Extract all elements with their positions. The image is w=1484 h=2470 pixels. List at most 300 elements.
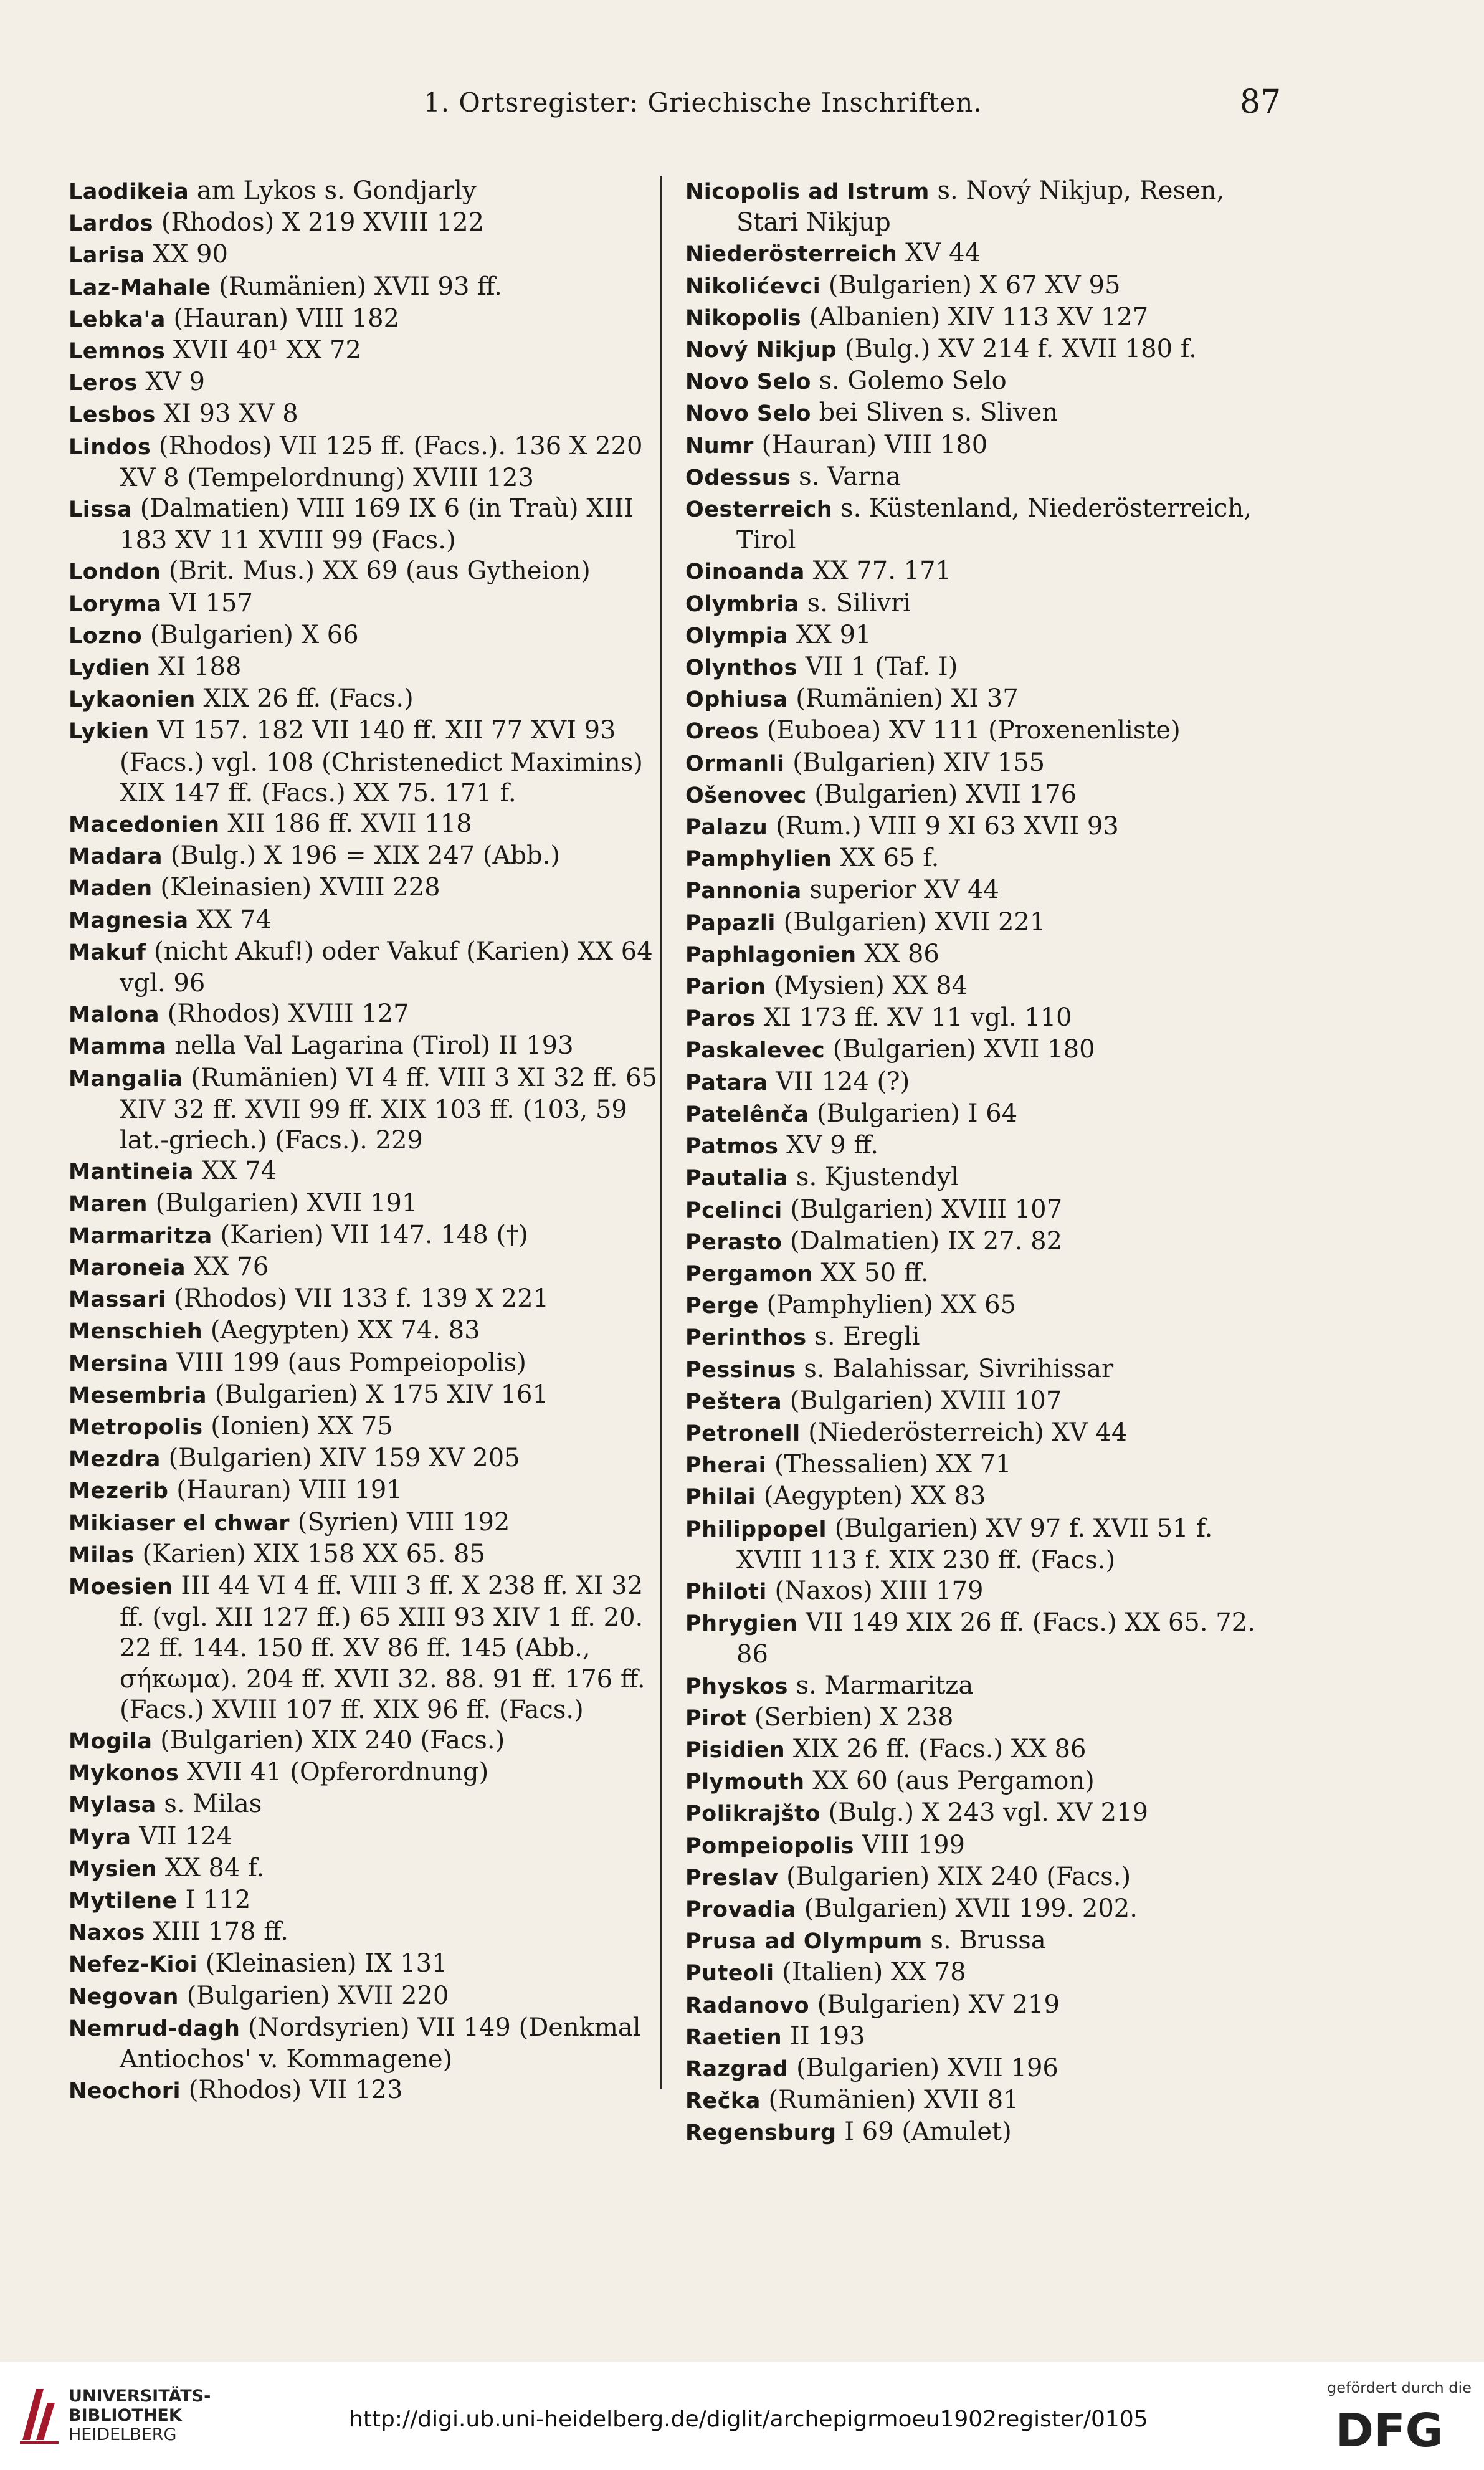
index-entry [685, 1766, 1277, 1798]
index-entry [69, 1284, 660, 1315]
entry-headword: Pirot [685, 1705, 747, 1731]
entry-headword: Mangalia [69, 1066, 183, 1092]
entry-references: (Nordsyrien) VII 149 (Denkmal Antiochos' v. Kommagene) [120, 2013, 641, 2074]
entry-references: (Bulgarien) XVII 220 [178, 1981, 449, 2010]
index-entry [685, 1830, 1277, 1862]
index-entry [685, 1034, 1277, 1066]
index-entry [69, 335, 660, 367]
entry-references: (Bulgarien) XIX 240 (Facs.) [152, 1725, 505, 1755]
index-entry [685, 1290, 1277, 1322]
entry-references: am Lykos s. Gondjarly [189, 176, 477, 205]
entry-headword: Lozno [69, 623, 143, 649]
index-entry [685, 494, 1277, 556]
entry-headword: Moesien [69, 1574, 173, 1600]
index-entry [685, 1957, 1277, 1989]
entry-references: (Bulgarien) I 64 [809, 1099, 1018, 1128]
entry-headword: Mysien [69, 1856, 158, 1882]
entry-references: (Bulgarien) XVIII 107 [782, 1386, 1062, 1415]
index-entry [69, 715, 660, 809]
entry-references: (Bulgarien) XVII 199. 202. [796, 1894, 1138, 1923]
entry-headword: Physkos [685, 1674, 788, 1699]
entry-references: (Bulgarien) XIV 159 XV 205 [160, 1444, 520, 1473]
entry-headword: Parion [685, 975, 766, 1000]
column-divider [660, 176, 662, 2089]
entry-references: VIII 199 [854, 1830, 966, 1859]
entry-headword: Ophiusa [685, 687, 788, 713]
entry-headword: Novo Selo [685, 370, 811, 395]
entry-headword: London [69, 560, 161, 585]
index-entry [685, 2117, 1277, 2148]
entry-headword: Nový Nikjup [685, 338, 837, 363]
entry-references: (Bulgarien) X 67 XV 95 [820, 270, 1121, 300]
index-entry [685, 1671, 1277, 1702]
index-entry [685, 176, 1277, 238]
index-entry [685, 1099, 1277, 1130]
dfg-logo-icon [1321, 2404, 1458, 2454]
entry-headword: Perge [685, 1294, 759, 1319]
index-entry [685, 270, 1277, 302]
entry-headword: Rečka [685, 2089, 761, 2114]
entry-headword: Mezerib [69, 1479, 169, 1504]
index-entry [685, 588, 1277, 620]
index-entry [69, 431, 660, 494]
entry-headword: Menschieh [69, 1319, 203, 1345]
entry-headword: Neochori [69, 2079, 181, 2104]
entry-headword: Novo Selo [685, 401, 811, 427]
entry-headword: Leros [69, 371, 138, 396]
index-entry [685, 2053, 1277, 2085]
entry-references: XX 90 [145, 240, 228, 269]
entry-references: (Brit. Mus.) XX 69 (aus Gytheion) [161, 556, 591, 586]
entry-references: (Bulg.) X 196 = XIX 247 (Abb.) [163, 841, 560, 870]
entry-references: XV 9 [137, 368, 205, 397]
entry-headword: Nefez-Kioi [69, 1952, 198, 1978]
entry-headword: Pessinus [685, 1357, 796, 1383]
entry-headword: Oinoanda [685, 560, 805, 585]
index-entry [69, 1917, 660, 1948]
entry-references: (Rhodos) X 219 XVIII 122 [153, 208, 485, 237]
entry-headword: Naxos [69, 1920, 145, 1946]
index-entry [69, 1380, 660, 1411]
entry-references: II 193 [782, 2021, 865, 2051]
entry-references: (Bulgarien) XVII 221 [775, 907, 1046, 937]
entry-headword: Ošenovec [685, 783, 807, 808]
entry-references: s. Balahissar, Sivrihissar [796, 1354, 1114, 1383]
entry-references: s. Eregli [806, 1322, 920, 1352]
index-entry [69, 1725, 660, 1757]
entry-references: (Bulg.) X 243 vgl. XV 219 [820, 1798, 1148, 1828]
entry-references: (Albanien) XIV 113 XV 127 [801, 302, 1149, 331]
entry-headword: Lydien [69, 656, 151, 681]
entry-references: s. Golemo Selo [811, 366, 1007, 396]
index-entry [685, 1162, 1277, 1194]
index-entry [69, 1443, 660, 1475]
entry-references: (Serbien) X 238 [746, 1702, 954, 1732]
entry-headword: Ormanli [685, 751, 785, 776]
index-entry [69, 872, 660, 904]
entry-references: (Rumänien) XVII 93 ff. [211, 272, 502, 301]
entry-headword: Numr [685, 433, 754, 459]
entry-references: XI 173 ff. XV 11 vgl. 110 [755, 1003, 1072, 1032]
entry-headword: Lykien [69, 719, 150, 745]
entry-references: (Italien) XX 78 [774, 1958, 966, 1987]
entry-references: XIX 26 ff. (Facs.) [195, 684, 414, 713]
index-entry [69, 1821, 660, 1853]
entry-headword: Oreos [685, 719, 759, 745]
entry-references: I 69 (Amulet) [836, 2117, 1012, 2147]
entry-headword: Mogila [69, 1729, 153, 1754]
entry-headword: Preslav [685, 1865, 779, 1891]
entry-references: III 44 VI 4 ff. VIII 3 ff. X 238 ff. XI 32 ff. (vgl. XII 127 ff.) 65 XIII 93 XIV 1 ff. 20. 22 ff. 144. 150 ff. XV 86 ff. 145 (Abb., σήκωμα). 204 ff. XVII 32. 88. 91 ff. 176 ff. (Facs.) XVIII 107 ff. XIX 96 ff. (Facs.) [120, 1571, 645, 1724]
index-entry [685, 1894, 1277, 1925]
entry-headword: Lardos [69, 211, 154, 237]
entry-headword: Malona [69, 1003, 160, 1028]
entry-references: (Dalmatien) VIII 169 IX 6 (in Traù) XIII 183 XV 11 XVIII 99 (Facs.) [120, 494, 634, 555]
library-name-line3: HEIDELBERG [69, 2425, 177, 2444]
entry-references: XII 186 ff. XVII 118 [219, 809, 472, 839]
entry-references: XX 60 (aus Pergamon) [804, 1767, 1095, 1796]
index-entry [69, 176, 660, 207]
entry-references: XX 74 [193, 1156, 277, 1186]
entry-references: s. Brussa [922, 1926, 1046, 1955]
index-entry [685, 1067, 1277, 1099]
index-entry [69, 1411, 660, 1443]
entry-references: VII 1 (Taf. I) [797, 652, 958, 682]
index-entry [685, 1608, 1277, 1670]
entry-headword: Perasto [685, 1229, 782, 1255]
page-number: 87 [1240, 83, 1282, 121]
entry-references: (Bulgarien) X 175 XIV 161 [207, 1380, 548, 1409]
index-entry [69, 494, 660, 556]
index-entry [685, 748, 1277, 780]
entry-headword: Raetien [685, 2024, 782, 2050]
index-column-left [69, 176, 660, 2107]
entry-references: XX 77. 171 [804, 556, 951, 586]
entry-headword: Pcelinci [685, 1198, 782, 1223]
entry-references: (Karien) XIX 158 XX 65. 85 [134, 1539, 485, 1568]
index-entry [69, 684, 660, 715]
index-entry [69, 1853, 660, 1885]
entry-headword: Loryma [69, 591, 162, 617]
index-entry [69, 1789, 660, 1821]
index-entry [69, 937, 660, 999]
entry-references: (Bulg.) XV 214 f. XVII 180 f. [837, 335, 1197, 364]
entry-references: XX 84 f. [157, 1853, 265, 1882]
entry-references: (Niederösterreich) XV 44 [800, 1418, 1128, 1447]
index-entry [69, 1981, 660, 2013]
entry-references: VIII 199 (aus Pompeiopolis) [168, 1348, 526, 1377]
entry-references: (Rhodos) XVIII 127 [159, 999, 409, 1029]
entry-references: (Hauran) VIII 180 [753, 430, 988, 459]
entry-references: XV 44 [897, 239, 981, 268]
entry-references: (Bulgarien) XIX 240 (Facs.) [778, 1862, 1131, 1891]
entry-references: bei Sliven s. Sliven [811, 398, 1058, 427]
index-entry [685, 1990, 1277, 2021]
index-entry [69, 1948, 660, 1980]
entry-references: (Euboea) XV 111 (Proxenenliste) [759, 716, 1181, 745]
index-entry [685, 1702, 1277, 1734]
entry-references: XX 76 [186, 1252, 269, 1281]
index-entry [685, 1003, 1277, 1034]
entry-references: (Rumänien) XI 37 [787, 684, 1019, 713]
entry-references: VII 149 XIX 26 ff. (Facs.) XX 65. 72. 86 [736, 1608, 1255, 1669]
library-name-line1: UNIVERSITÄTS- [69, 2387, 211, 2406]
permalink-url[interactable]: http://digi.ub.uni-heidelberg.de/diglit/archepigrmoeu1902register/0105 [349, 2406, 1148, 2432]
library-name-line2: BIBLIOTHEK [69, 2406, 182, 2425]
entry-references: (Rumänien) VI 4 ff. VIII 3 XI 32 ff. 65 XIV 32 ff. XVII 99 ff. XIX 103 ff. (103, 59 lat.-griech.) (Facs.). 229 [120, 1063, 658, 1155]
entry-references: (Kleinasien) IX 131 [197, 1949, 448, 1978]
page-header [0, 83, 1484, 137]
entry-headword: Nicopolis ad Istrum [685, 179, 930, 204]
index-entry [69, 588, 660, 620]
entry-headword: Paros [685, 1006, 756, 1032]
entry-headword: Mesembria [69, 1383, 207, 1408]
index-entry [69, 207, 660, 239]
index-entry [685, 556, 1277, 588]
index-entry [69, 1475, 660, 1507]
dfg-logo-text: DFG [1335, 2404, 1444, 2454]
entry-references: (Ionien) XX 75 [202, 1411, 393, 1441]
entry-references: VI 157. 182 VII 140 ff. XII 77 XVI 93 (Facs.) vgl. 108 (Christenedict Maximins) XIX 147 ff. (Facs.) XX 75. 171 f. [120, 716, 643, 808]
entry-headword: Radanovo [685, 1993, 810, 2018]
entry-headword: Milas [69, 1542, 135, 1568]
index-entry [685, 1734, 1277, 1766]
entry-headword: Pherai [685, 1453, 767, 1479]
page-footer [0, 2362, 1484, 2470]
entry-headword: Nikopolis [685, 305, 802, 331]
entry-headword: Mylasa [69, 1793, 156, 1818]
index-entry [69, 1252, 660, 1284]
entry-headword: Paphlagonien [685, 942, 857, 968]
entry-references: XX 50 ff. [812, 1258, 929, 1287]
entry-headword: Patara [685, 1070, 768, 1095]
entry-headword: Mikiaser el chwar [69, 1510, 290, 1536]
entry-references: VII 124 (?) [768, 1067, 910, 1096]
entry-headword: Macedonien [69, 813, 220, 838]
entry-headword: Pamphylien [685, 847, 832, 872]
entry-headword: Olympia [685, 623, 789, 649]
index-entry [69, 1757, 660, 1789]
index-entry [685, 1514, 1277, 1576]
running-title: 1. Ortsregister: Griechische Inschriften. [424, 87, 982, 118]
entry-headword: Paskalevec [685, 1038, 825, 1064]
entry-headword: Razgrad [685, 2056, 789, 2082]
entry-headword: Lemnos [69, 339, 166, 365]
entry-headword: Makuf [69, 940, 146, 965]
index-entry [685, 1226, 1277, 1258]
entry-references: (Bulgarien) XVIII 107 [782, 1194, 1063, 1224]
index-entry [685, 462, 1277, 494]
entry-references: (Bulgarien) XV 97 f. XVII 51 f. XVIII 113 f. XIX 230 ff. (Facs.) [736, 1514, 1213, 1575]
entry-headword: Olynthos [685, 656, 798, 681]
library-logo-icon [17, 2384, 61, 2446]
entry-headword: Palazu [685, 815, 768, 841]
index-entry [685, 715, 1277, 747]
entry-references: XIII 178 ff. [145, 1917, 288, 1947]
entry-references: (nicht Akuf!) oder Vakuf (Karien) XX 64 vgl. 96 [120, 937, 653, 998]
entry-headword: Regensburg [685, 2120, 837, 2146]
index-entry [69, 841, 660, 872]
index-entry [685, 1925, 1277, 1957]
index-entry [69, 2013, 660, 2075]
entry-headword: Pompeiopolis [685, 1833, 854, 1859]
entry-headword: Negovan [69, 1984, 179, 2010]
index-entry [69, 399, 660, 431]
entry-headword: Mersina [69, 1351, 169, 1376]
entry-references: (Aegypten) XX 74. 83 [202, 1316, 480, 1345]
index-entry [69, 1063, 660, 1156]
index-entry [69, 239, 660, 271]
index-entry [685, 875, 1277, 907]
entry-references: XV 9 ff. [778, 1131, 879, 1160]
index-entry [69, 1220, 660, 1252]
index-entry [685, 1449, 1277, 1481]
entry-headword: Lissa [69, 497, 133, 523]
index-entry [69, 1885, 660, 1917]
entry-headword: Petronell [685, 1421, 801, 1446]
entry-headword: Olymbria [685, 591, 799, 617]
entry-references: (Bulgarien) XVII 196 [788, 2053, 1058, 2082]
entry-references: (Bulgarien) XVII 176 [806, 780, 1077, 809]
entry-headword: Patmos [685, 1134, 779, 1160]
entry-headword: Peštera [685, 1389, 782, 1414]
index-entry [69, 1031, 660, 1062]
index-entry [69, 905, 660, 937]
entry-references: s. Nový Nikjup, Resen, Stari Nikjup [736, 176, 1225, 237]
index-entry [69, 620, 660, 652]
entry-references: XX 86 [856, 939, 939, 968]
entry-references: (Rhodos) VII 133 f. 139 X 221 [166, 1284, 549, 1314]
entry-headword: Philai [685, 1485, 756, 1510]
entry-headword: Phrygien [685, 1611, 798, 1637]
index-entry [685, 971, 1277, 1003]
entry-headword: Mantineia [69, 1160, 194, 1185]
entry-references: XVII 41 (Opferordnung) [179, 1758, 489, 1787]
index-entry [69, 2075, 660, 2107]
index-entry [69, 1188, 660, 1220]
entry-headword: Patelênča [685, 1102, 809, 1127]
entry-headword: Myra [69, 1824, 131, 1850]
entry-references: VII 124 [131, 1821, 232, 1851]
entry-headword: Massari [69, 1287, 166, 1313]
entry-references: XVII 40¹ XX 72 [165, 336, 361, 365]
index-entry [69, 1571, 660, 1725]
index-entry [69, 1507, 660, 1539]
entry-headword: Oesterreich [685, 497, 833, 523]
index-entry [685, 1576, 1277, 1608]
index-column-right [685, 176, 1277, 2149]
entry-references: (Hauran) VIII 182 [165, 303, 400, 333]
index-entry [685, 780, 1277, 811]
entry-headword: Provadia [685, 1897, 797, 1922]
index-entry [685, 302, 1277, 334]
index-entry [685, 1481, 1277, 1513]
index-entry [685, 1194, 1277, 1226]
entry-references: s. Kjustendyl [788, 1163, 959, 1192]
entry-references: nella Val Lagarina (Tirol) II 193 [166, 1031, 574, 1061]
index-entry [69, 809, 660, 841]
index-entry [685, 430, 1277, 462]
entry-references: XX 91 [788, 620, 872, 649]
index-entry [685, 334, 1277, 366]
index-entry [685, 366, 1277, 398]
index-entry [69, 999, 660, 1031]
index-entry [69, 1156, 660, 1188]
index-entry [69, 303, 660, 335]
index-entry [685, 1798, 1277, 1829]
entry-headword: Laz-Mahale [69, 275, 211, 300]
entry-references: (Aegypten) XX 83 [756, 1482, 986, 1511]
index-entry [685, 2021, 1277, 2053]
entry-headword: Maroneia [69, 1255, 186, 1280]
index-entry [69, 1539, 660, 1571]
index-entry [685, 1862, 1277, 1894]
entry-references: (Rhodos) VII 125 ff. (Facs.). 136 X 220 XV 8 (Tempelordnung) XVIII 123 [120, 431, 643, 492]
index-entry [685, 1354, 1277, 1386]
index-entry [685, 811, 1277, 843]
entry-references: VI 157 [161, 588, 253, 618]
index-entry [685, 1258, 1277, 1290]
entry-references: (Rumänien) XVII 81 [760, 2086, 1019, 2115]
entry-references: (Dalmatien) IX 27. 82 [782, 1226, 1063, 1256]
entry-references: XI 188 [150, 652, 242, 682]
entry-headword: Lesbos [69, 403, 156, 428]
entry-references: (Thessalien) XX 71 [766, 1450, 1012, 1479]
entry-headword: Papazli [685, 910, 776, 936]
entry-headword: Mamma [69, 1034, 167, 1060]
entry-headword: Mykonos [69, 1761, 179, 1786]
entry-headword: Laodikeia [69, 179, 189, 204]
entry-headword: Philoti [685, 1579, 767, 1605]
index-entry [69, 367, 660, 399]
entry-headword: Mezdra [69, 1447, 161, 1472]
entry-references: XI 93 XV 8 [155, 399, 298, 429]
entry-references: XX 65 f. [832, 844, 939, 873]
entry-headword: Mytilene [69, 1888, 178, 1914]
entry-headword: Nikolićevci [685, 274, 821, 299]
entry-references: s. Milas [156, 1790, 262, 1819]
entry-references: (Rum.) VIII 9 XI 63 XVII 93 [768, 812, 1119, 841]
index-entry [685, 620, 1277, 652]
entry-references: (Rhodos) VII 123 [181, 2076, 403, 2105]
entry-headword: Puteoli [685, 1961, 774, 1986]
entry-references: (Bulgarien) XV 219 [809, 1990, 1060, 2019]
index-entry [685, 939, 1277, 971]
index-entry [69, 1315, 660, 1347]
entry-references: s. Marmaritza [787, 1671, 974, 1700]
index-entry [685, 907, 1277, 939]
entry-references: (Bulgarien) X 66 [142, 620, 359, 649]
entry-headword: Marmaritza [69, 1223, 212, 1249]
entry-headword: Pautalia [685, 1166, 789, 1191]
entry-references: s. Küstenland, Niederösterreich, Tirol [736, 494, 1252, 555]
entry-headword: Metropolis [69, 1414, 203, 1440]
entry-headword: Larisa [69, 243, 145, 269]
entry-headword: Pannonia [685, 879, 802, 904]
entry-headword: Nemrud-dagh [69, 2016, 240, 2041]
entry-references: (Kleinasien) XVIII 228 [152, 873, 440, 902]
entry-headword: Pisidien [685, 1737, 786, 1763]
index-entry [685, 1130, 1277, 1162]
index-entry [69, 1348, 660, 1380]
entry-references: (Naxos) XIII 179 [766, 1576, 984, 1605]
entry-references: XX 74 [188, 905, 272, 934]
entry-references: (Karien) VII 147. 148 (†) [212, 1220, 528, 1249]
entry-references: (Bulgarien) XVII 180 [825, 1035, 1095, 1064]
entry-references: (Mysien) XX 84 [766, 971, 968, 1001]
index-entry [685, 1322, 1277, 1353]
entry-headword: Magnesia [69, 908, 189, 933]
